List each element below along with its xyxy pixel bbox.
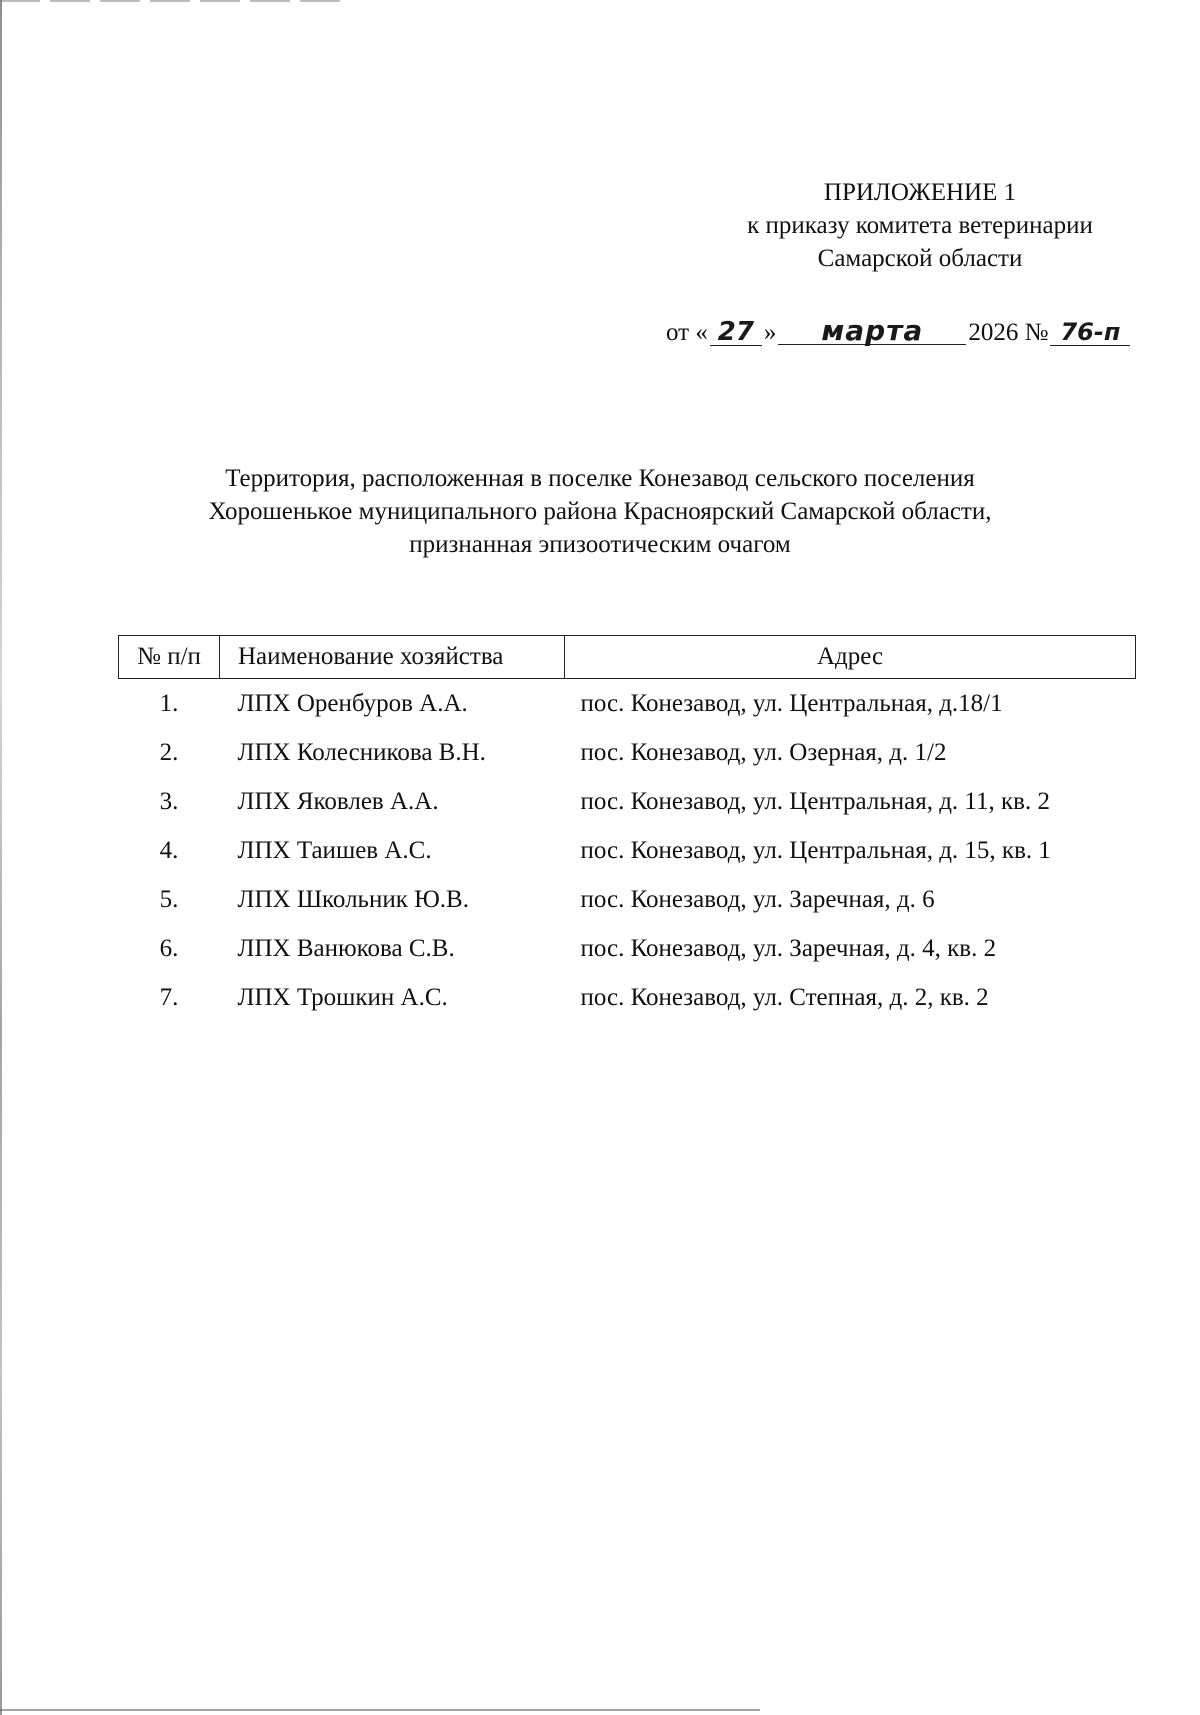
row-farm-name: ЛПХ Школьник Ю.В. — [237, 885, 469, 913]
row-farm-name: ЛПХ Трошкин А.С. — [237, 983, 448, 1011]
document-title — [100, 462, 1100, 561]
row-address: пос. Конезавод, ул. Степная, д. 2, кв. 2 — [580, 983, 989, 1011]
appendix-region: Самарской области — [817, 245, 1023, 272]
title-line-3: признанная эпизоотическим очагом — [409, 531, 791, 558]
table-row — [119, 973, 1136, 1022]
row-address: пос. Конезавод, ул. Центральная, д. 11, кв. 2 — [580, 787, 1050, 815]
order-date-line — [664, 314, 1130, 347]
handwritten-day: 27 — [710, 319, 762, 346]
row-address: пос. Конезавод, ул. Заречная, д. 4, кв. 2 — [580, 934, 997, 962]
appendix-subtitle: к приказу комитета ветеринарии — [747, 212, 1093, 239]
table-row — [119, 875, 1136, 924]
row-address: пос. Конезавод, ул. Озерная, д. 1/2 — [580, 738, 947, 766]
row-address: пос. Конезавод, ул. Заречная, д. 6 — [580, 885, 935, 913]
header-number: № п/п — [119, 636, 220, 679]
header-farm-name: Наименование хозяйства — [220, 636, 565, 679]
handwritten-order-number: 76-п — [1050, 319, 1130, 346]
row-number: 4. — [159, 836, 179, 864]
row-farm-name: ЛПХ Ванюкова С.В. — [237, 934, 455, 962]
scan-edge-left — [0, 0, 2, 1715]
header-address: Адрес — [565, 636, 1136, 679]
row-farm-name: ЛПХ Колесникова В.Н. — [237, 738, 486, 766]
table-row — [119, 777, 1136, 826]
farms-table-wrapper — [118, 635, 1136, 1022]
row-number: 6. — [159, 934, 179, 962]
table-row — [119, 728, 1136, 777]
title-line-2: Хорошенькое муниципального района Красноярский Самарской области, — [208, 498, 992, 525]
scan-edge-top — [0, 0, 340, 2]
scan-edge-bottom — [0, 1709, 760, 1711]
row-number: 7. — [159, 983, 179, 1011]
row-farm-name: ЛПХ Таишев А.С. — [237, 836, 432, 864]
farms-table — [118, 635, 1136, 1022]
row-number: 3. — [159, 787, 179, 815]
table-row — [119, 826, 1136, 875]
row-farm-name: ЛПХ Яковлев А.А. — [237, 787, 439, 815]
row-address: пос. Конезавод, ул. Центральная, д. 15, кв. 1 — [580, 836, 1051, 864]
date-close-quote: » — [763, 319, 777, 346]
handwritten-month: марта — [778, 318, 966, 345]
table-row — [119, 679, 1136, 729]
date-prefix: от « — [666, 319, 708, 346]
row-number: 2. — [159, 738, 179, 766]
row-farm-name: ЛПХ Оренбуров А.А. — [237, 689, 468, 717]
row-number: 5. — [159, 885, 179, 913]
title-line-1: Территория, расположенная в поселке Конезавод сельского поселения — [225, 465, 975, 492]
table-row — [119, 924, 1136, 973]
table-header-row — [119, 636, 1136, 679]
appendix-title: ПРИЛОЖЕНИЕ 1 — [823, 179, 1017, 206]
row-address: пос. Конезавод, ул. Центральная, д.18/1 — [580, 689, 1003, 717]
date-year: 2026 № — [968, 319, 1049, 346]
appendix-header — [700, 176, 1140, 275]
row-number: 1. — [159, 689, 179, 717]
